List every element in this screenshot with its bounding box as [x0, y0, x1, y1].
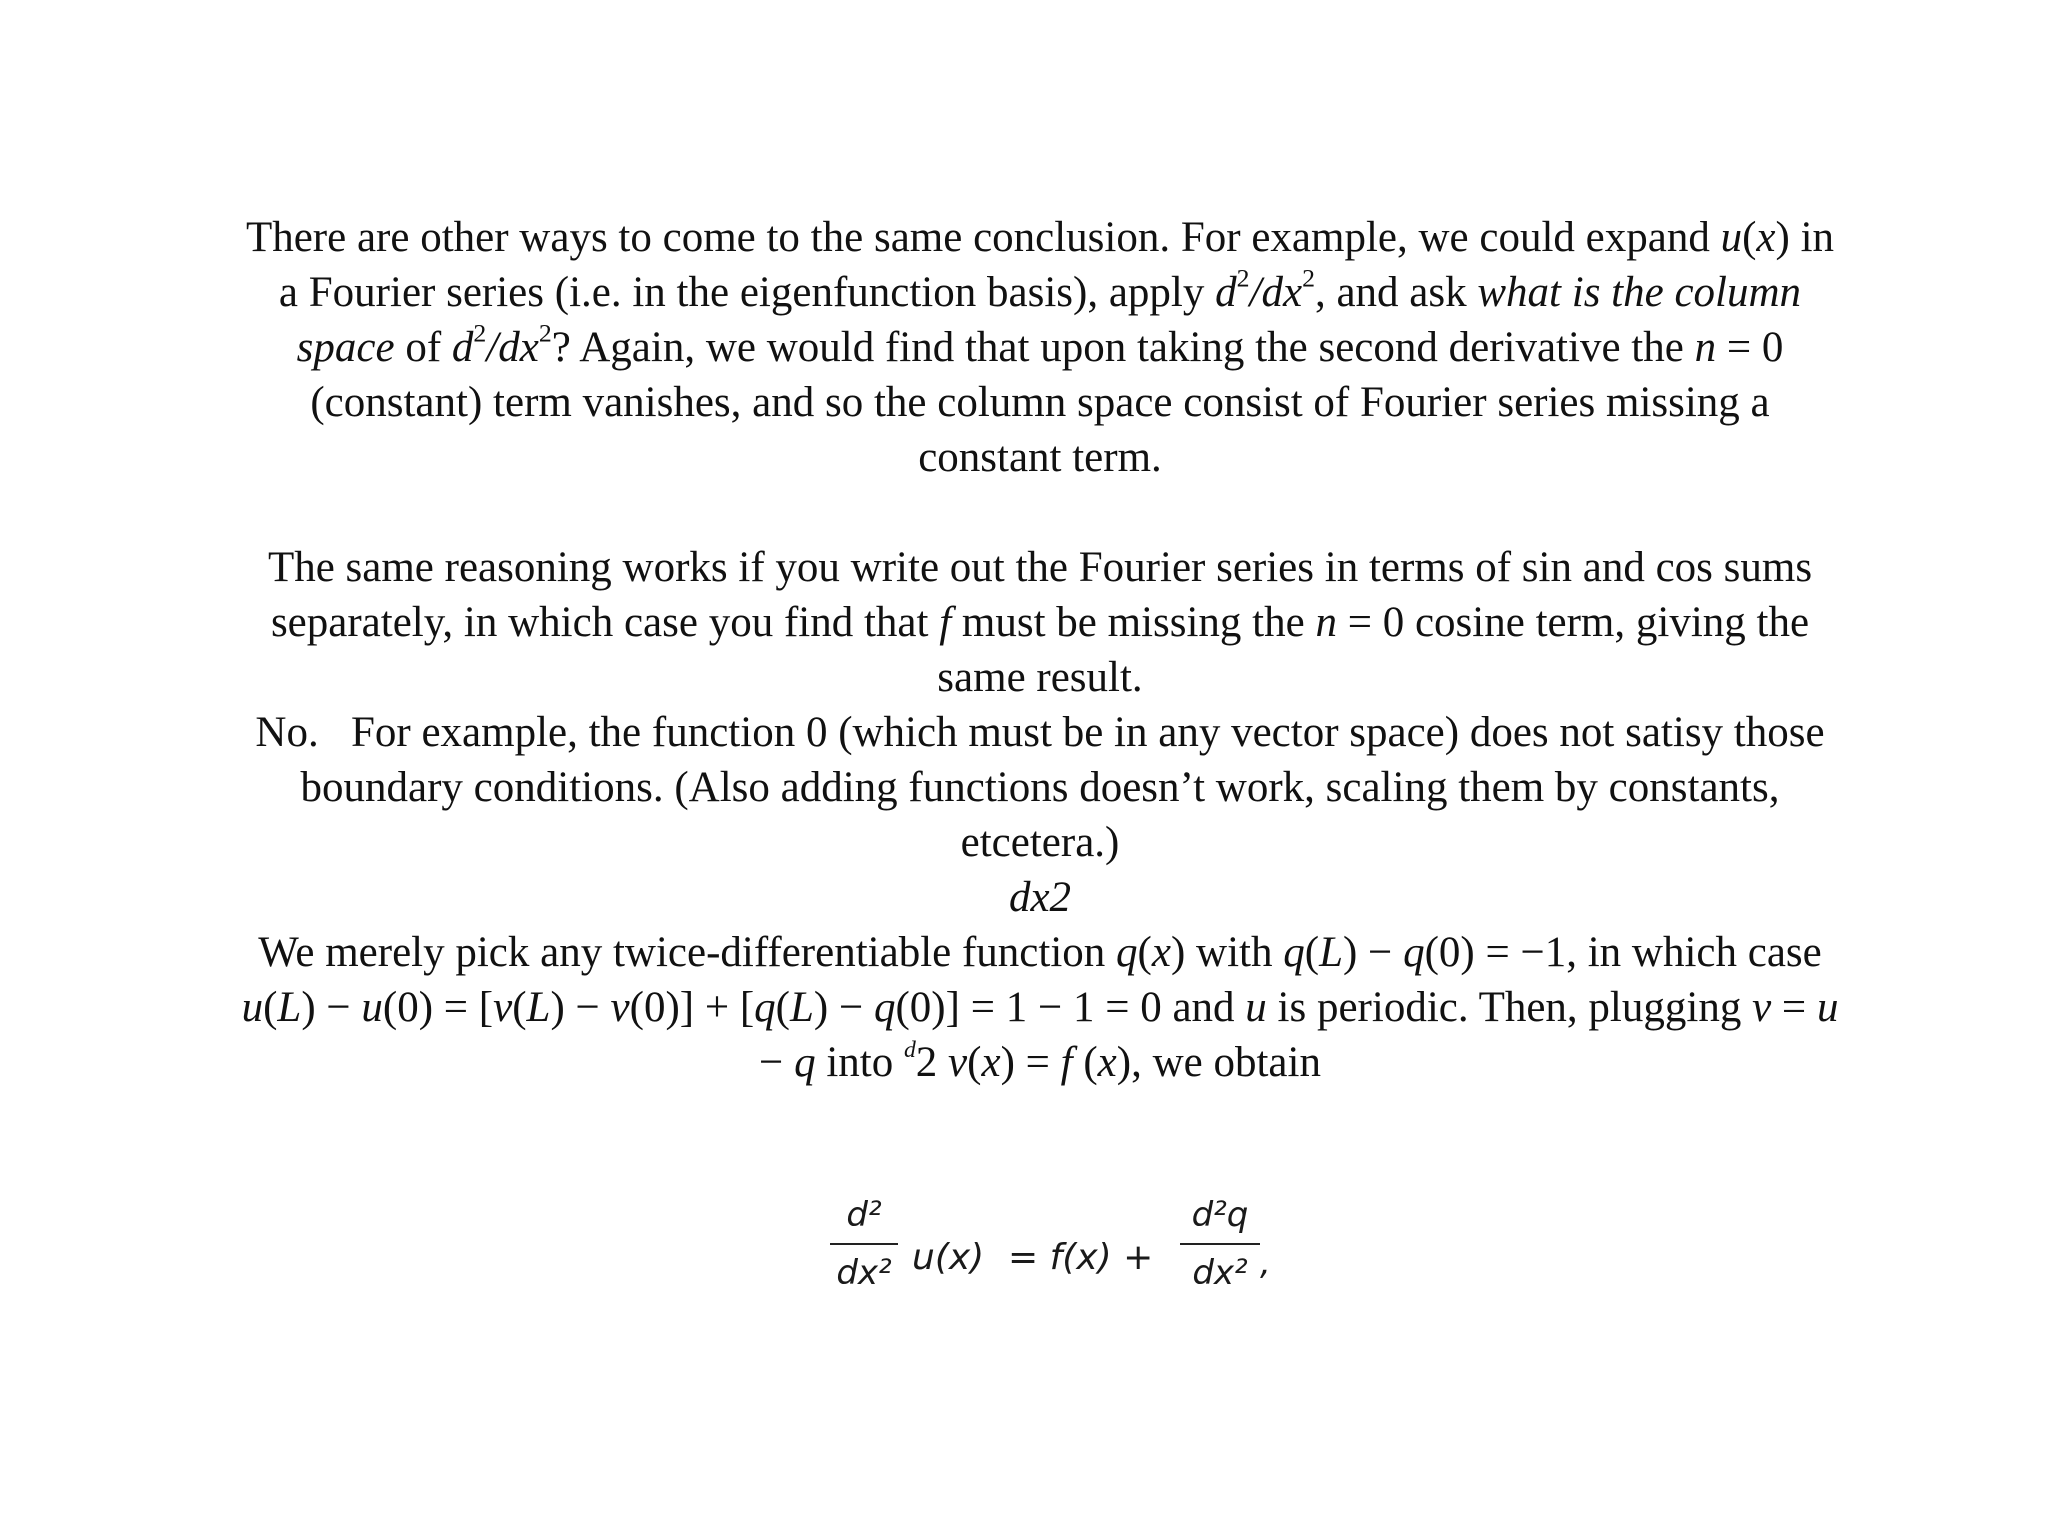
p2-line-1: The same reasoning works if you write out the Fourier series in terms of sin and cos sums — [267, 544, 1813, 591]
fraction-d2-dx2 — [830, 1195, 898, 1293]
fraction-numerator: d²q — [1191, 1195, 1249, 1235]
p1-l1-paren: ( — [1742, 214, 1757, 261]
var-L: L — [277, 984, 302, 1031]
p2-l2-text: separately, in which case you find that — [270, 599, 940, 646]
p4-l2-result: (0)] = 1 − 1 = 0 and — [895, 984, 1246, 1031]
minus: ) − — [1342, 929, 1404, 976]
paren: ( — [512, 984, 527, 1031]
p4-l1-text: We merely pick any twice-differentiable function — [258, 929, 1117, 976]
p4-line-3 — [160, 1035, 1920, 1090]
p3-line-3: etcetera.) — [960, 819, 1120, 866]
p1-l1-tail: ) in — [1775, 214, 1835, 261]
p4-l1-tail: (0) = −1, in which case — [1424, 929, 1822, 976]
p4-line-2 — [160, 980, 1920, 1035]
p1-l2-mid: , and ask — [1314, 269, 1478, 316]
var-x: x — [1151, 929, 1171, 976]
equation-rhs: = f(x) + — [1008, 1237, 1154, 1278]
superscript: 2 — [473, 318, 487, 348]
fraction-bar — [1180, 1243, 1260, 1245]
p1-l2-italic: what is the column — [1477, 269, 1802, 316]
fraction-bar — [830, 1243, 898, 1245]
var-v: v — [948, 1039, 968, 1086]
p4-l3-tail: ), we obtain — [1116, 1039, 1321, 1086]
paren: ( — [263, 984, 278, 1031]
p4-line-1 — [160, 925, 1920, 980]
p2-l2-mid: must be missing the — [951, 599, 1316, 646]
fraction-d2q-dx2 — [1180, 1195, 1260, 1293]
slash: / — [1249, 269, 1262, 316]
p1-l2-text: a Fourier series (i.e. in the eigenfunction basis), apply — [278, 269, 1216, 316]
paren: ( — [1304, 929, 1320, 976]
p2-l2-tail: = 0 cosine term, giving the — [1336, 599, 1810, 646]
equals: = — [1771, 984, 1817, 1031]
var-q: q — [754, 984, 776, 1031]
paragraph-column-space — [160, 210, 1920, 485]
var-L: L — [789, 984, 814, 1031]
var-q: q — [873, 984, 896, 1031]
p1-l1-text: There are other ways to come to the same conclusion. For example, we could expand — [245, 214, 1721, 261]
var-q: q — [1403, 929, 1425, 976]
var-f: f — [939, 599, 952, 646]
paragraph-sin-cos — [160, 540, 1920, 705]
stray-label — [160, 870, 1920, 925]
var-d: d — [1215, 269, 1237, 316]
equation-lhs: u(x) — [912, 1237, 985, 1278]
paren: ( — [1072, 1039, 1098, 1086]
fraction-denominator: dx² — [1192, 1253, 1248, 1293]
p4-l3-two: 2 — [915, 1039, 949, 1086]
fraction-numerator: d² — [846, 1195, 882, 1235]
p1-l3-tail: = 0 — [1716, 324, 1784, 371]
var-L: L — [526, 984, 551, 1031]
equals: ) = — [1000, 1039, 1061, 1086]
paragraph-construction — [160, 925, 1920, 1090]
p3-line-2: boundary conditions. (Also adding functions doesn’t work, scaling them by constants, — [300, 764, 1780, 811]
p4-l2-eq: (0) = [ — [382, 984, 494, 1031]
slash: / — [486, 324, 499, 371]
p3-line-1: No. For example, the function 0 (which must be in any vector space) does not satisy those — [255, 709, 1825, 756]
p1-line-1 — [160, 210, 1920, 265]
minus: ) − — [301, 984, 362, 1031]
p4-l3-into: into — [815, 1039, 904, 1086]
minus: − — [759, 1039, 795, 1086]
paren: ( — [967, 1039, 982, 1086]
var-x: x — [981, 1039, 1001, 1086]
p4-l2-plus: (0)] + [ — [629, 984, 755, 1031]
p1-line-2 — [160, 265, 1920, 320]
superscript-d: d — [903, 1037, 916, 1064]
var-q: q — [1283, 929, 1305, 976]
p1-line-4: (constant) term vanishes, and so the column space consist of Fourier series missing a — [310, 379, 1770, 426]
var-u: u — [241, 984, 264, 1031]
var-n: n — [1694, 324, 1717, 371]
p1-l3-italic: space — [296, 324, 395, 371]
var-x: x — [1097, 1039, 1117, 1086]
var-v: v — [1752, 984, 1772, 1031]
paren: ( — [775, 984, 790, 1031]
p1-line-3 — [160, 320, 1920, 375]
var-u: u — [1816, 984, 1839, 1031]
var-q: q — [1116, 929, 1138, 976]
var-x: x — [1756, 214, 1776, 261]
paren: ( — [1137, 929, 1152, 976]
p4-l2-periodic: is periodic. Then, plugging — [1266, 984, 1753, 1031]
var-u: u — [1245, 984, 1267, 1031]
var-u: u — [361, 984, 383, 1031]
superscript: 2 — [1236, 263, 1250, 293]
var-dx: dx — [498, 324, 539, 371]
p1-l3-text: ? Again, we would find that upon taking the second derivative the — [551, 324, 1695, 371]
p1-l3-of: of — [394, 324, 452, 371]
equation-comma: , — [1260, 1243, 1271, 1283]
paragraph-boundary — [160, 705, 1920, 870]
superscript: 2 — [1302, 263, 1315, 293]
var-v: v — [493, 984, 513, 1031]
p1-line-5: constant term. — [918, 434, 1162, 481]
minus: ) − — [813, 984, 874, 1031]
stray-dx2: dx2 — [1008, 874, 1072, 921]
var-L: L — [1319, 929, 1343, 976]
p2-line-3: same result. — [937, 654, 1143, 701]
p2-line-2 — [160, 595, 1920, 650]
var-n: n — [1315, 599, 1337, 646]
var-v: v — [610, 984, 630, 1031]
var-u: u — [1720, 214, 1743, 261]
equation-image — [820, 1175, 1280, 1345]
var-dx: dx — [1261, 269, 1303, 316]
fraction-denominator: dx² — [836, 1253, 892, 1293]
var-q: q — [794, 1039, 816, 1086]
superscript: 2 — [538, 318, 552, 348]
p4-l1-with: ) with — [1170, 929, 1284, 976]
var-d: d — [451, 324, 474, 371]
var-f: f — [1060, 1039, 1073, 1086]
minus: ) − — [550, 984, 611, 1031]
